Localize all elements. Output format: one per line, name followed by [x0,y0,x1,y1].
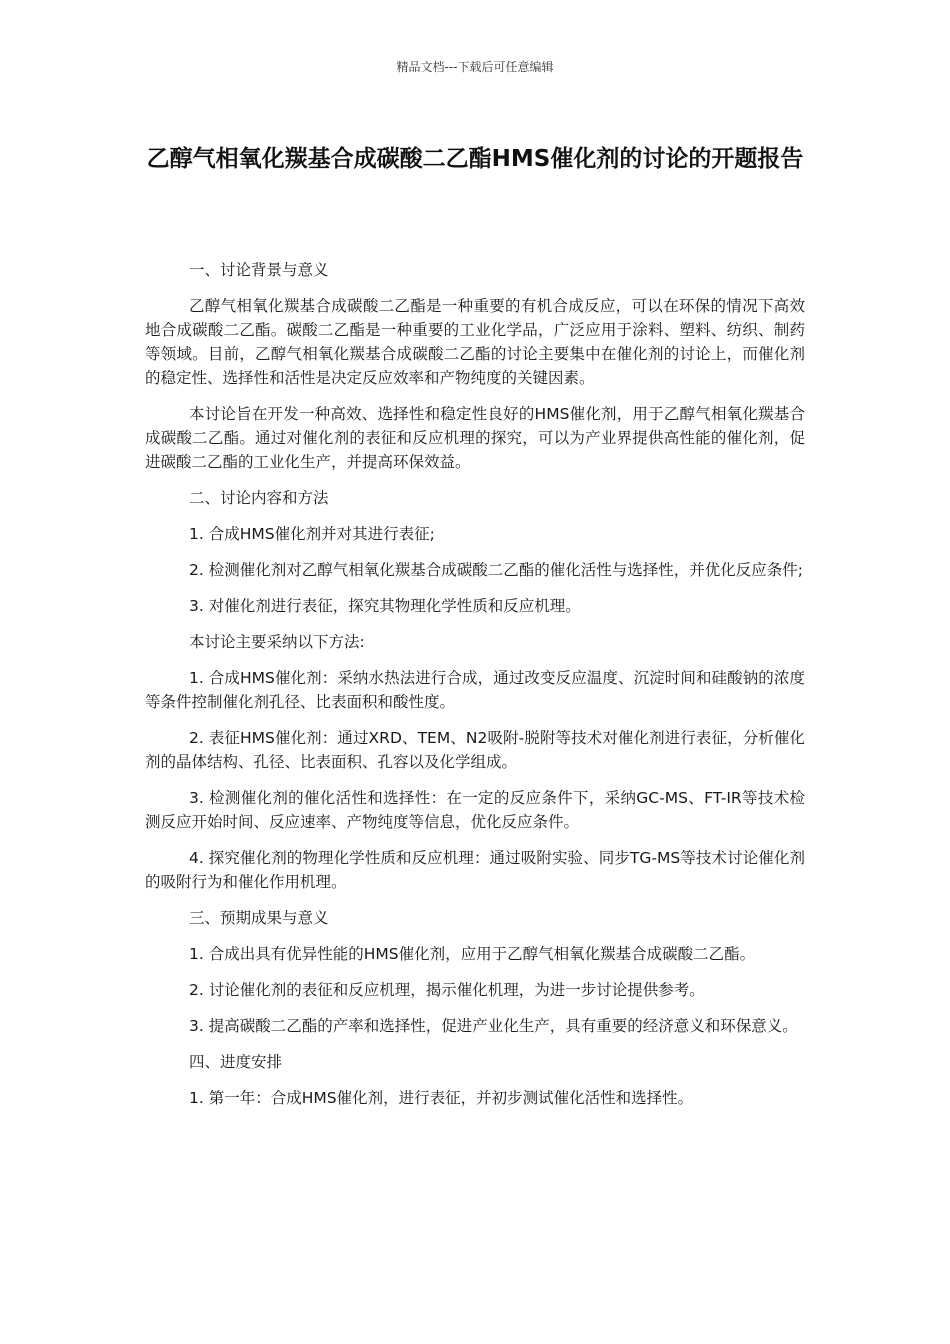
document-body [145,258,805,1122]
list-item: 1. 合成HMS催化剂：采纳水热法进行合成，通过改变反应温度、沉淀时间和硅酸钠的浓度等条件控制催化剂孔径、比表面积和酸性度。 [145,669,805,711]
section-heading-background: 一、讨论背景与意义 [189,261,329,279]
section-heading-content-methods: 二、讨论内容和方法 [189,489,329,507]
list-item: 1. 合成HMS催化剂并对其进行表征; [189,525,435,543]
body-paragraph: 本讨论旨在开发一种高效、选择性和稳定性良好的HMS催化剂，用于乙醇气相氧化羰基合成碳酸二乙酯。通过对催化剂的表征和反应机理的探究，可以为产业界提供高性能的催化剂，促进碳酸二乙酯的工业化生产，并提高环保效益。 [145,405,805,471]
list-item: 2. 检测催化剂对乙醇气相氧化羰基合成碳酸二乙酯的催化活性与选择性，并优化反应条件; [189,561,803,579]
list-item: 1. 合成出具有优异性能的HMS催化剂，应用于乙醇气相氧化羰基合成碳酸二乙酯。 [189,945,756,963]
section-heading-expected-results: 三、预期成果与意义 [189,909,329,927]
list-item: 3. 对催化剂进行表征，探究其物理化学性质和反应机理。 [189,597,581,615]
list-item: 2. 讨论催化剂的表征和反应机理，揭示催化机理，为进一步讨论提供参考。 [189,981,705,999]
list-item: 1. 第一年：合成HMS催化剂，进行表征，并初步测试催化活性和选择性。 [189,1089,694,1107]
page-header-watermark: 精品文档---下载后可任意编辑 [396,60,554,74]
body-paragraph: 乙醇气相氧化羰基合成碳酸二乙酯是一种重要的有机合成反应，可以在环保的情况下高效地合成碳酸二乙酯。碳酸二乙酯是一种重要的工业化学品，广泛应用于涂料、塑料、纺织、制药等领域。目前，乙醇气相氧化羰基合成碳酸二乙酯的讨论主要集中在催化剂的讨论上，而催化剂的稳定性、选择性和活性是决定反应效率和产物纯度的关键因素。 [145,297,805,387]
list-item: 2. 表征HMS催化剂：通过XRD、TEM、N2吸附-脱附等技术对催化剂进行表征，分析催化剂的晶体结构、孔径、比表面积、孔容以及化学组成。 [145,729,805,771]
list-item: 4. 探究催化剂的物理化学性质和反应机理：通过吸附实验、同步TG-MS等技术讨论催化剂的吸附行为和催化作用机理。 [145,849,805,891]
body-paragraph: 本讨论主要采纳以下方法: [189,633,365,651]
document-title: 乙醇气相氧化羰基合成碳酸二乙酯HMS催化剂的讨论的开题报告 [146,146,804,172]
list-item: 3. 提高碳酸二乙酯的产率和选择性，促进产业化生产，具有重要的经济意义和环保意义。 [189,1017,798,1035]
list-item: 3. 检测催化剂的催化活性和选择性：在一定的反应条件下，采纳GC-MS、FT-IR等技术检测反应开始时间、反应速率、产物纯度等信息，优化反应条件。 [145,789,805,831]
section-heading-schedule: 四、进度安排 [189,1053,283,1071]
